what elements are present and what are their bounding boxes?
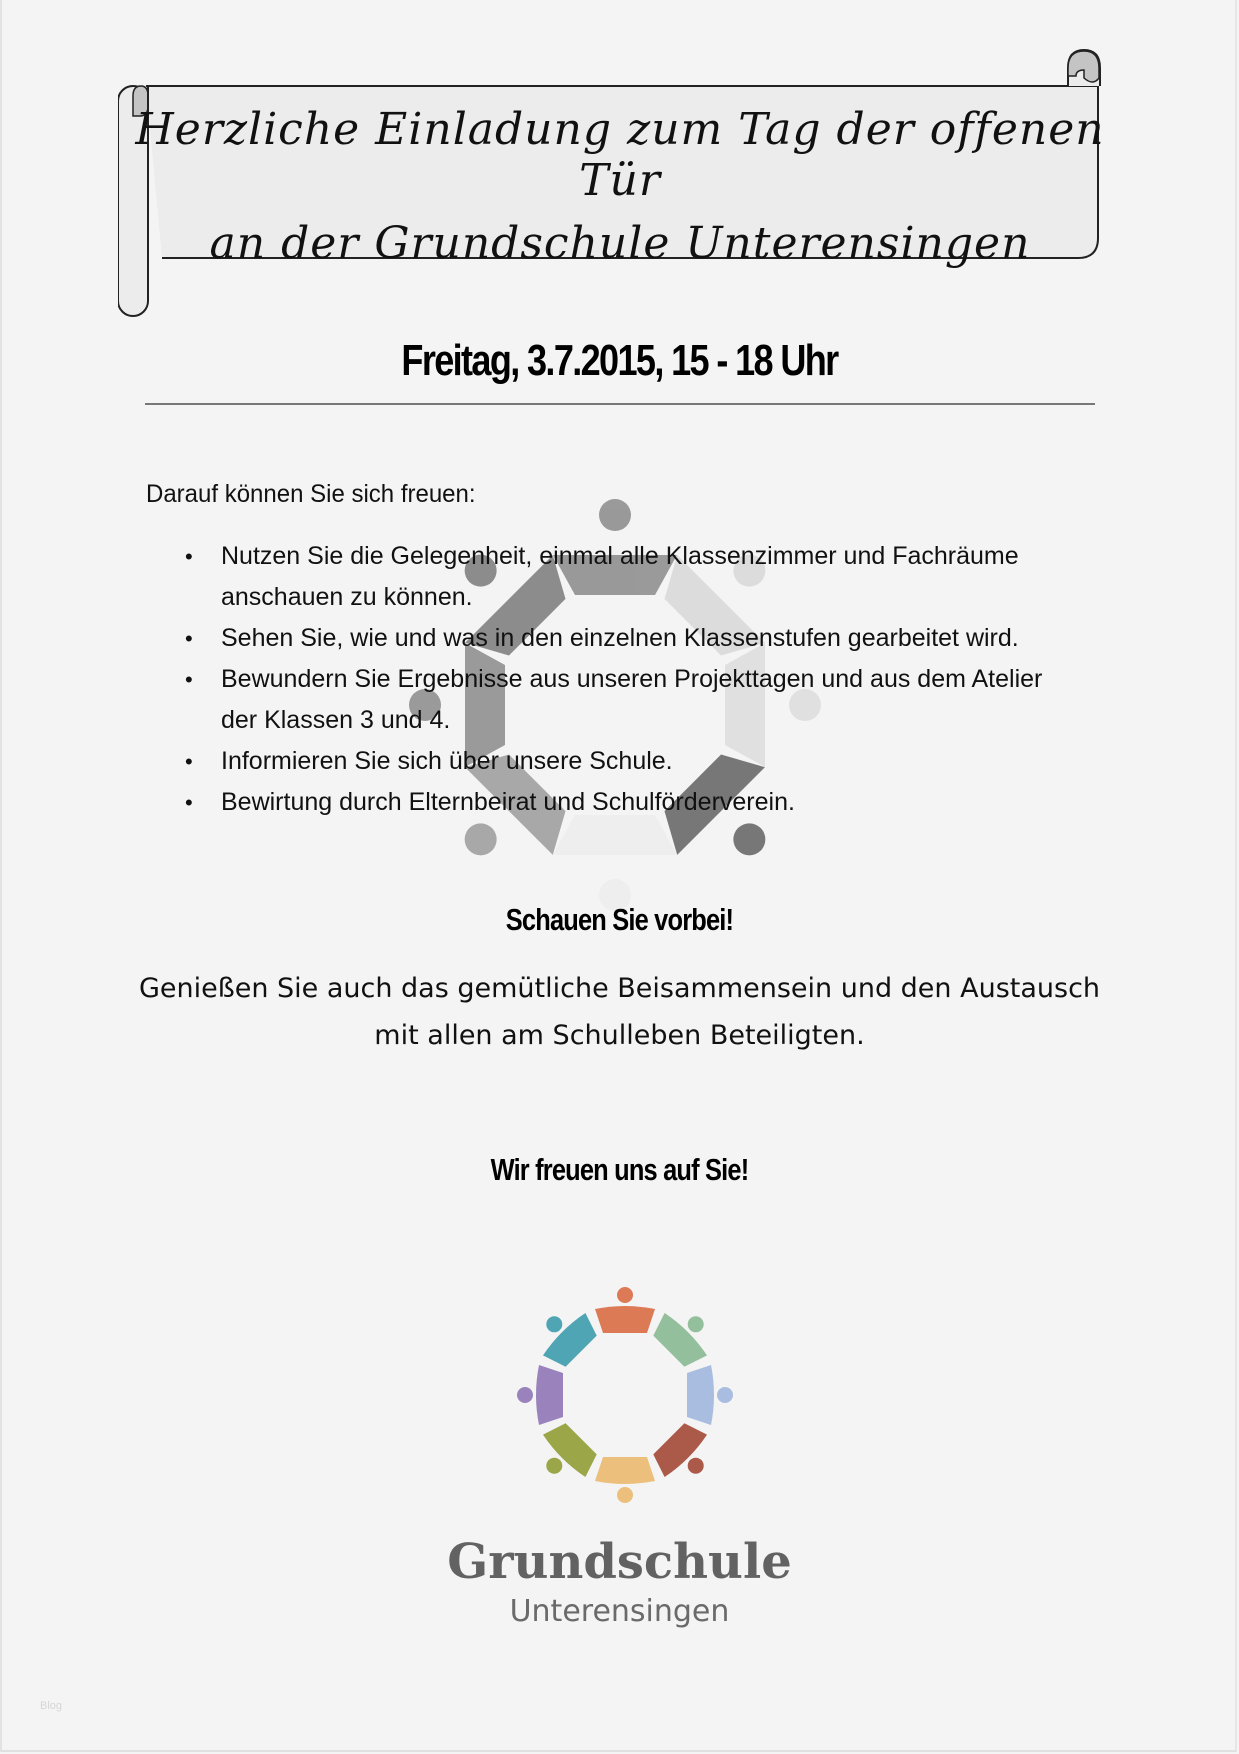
list-item: • Bewirtung durch Elternbeirat und Schulförderverein. <box>180 782 1110 823</box>
list-item: • Informieren Sie sich über unsere Schule. <box>180 741 1110 782</box>
horizontal-divider <box>145 403 1095 405</box>
banner-title-line-2: an der Grundschule Unterensingen <box>209 218 1031 269</box>
invitation-line-2: mit allen am Schulleben Beteiligten. <box>374 1020 865 1051</box>
bullet-icon: • <box>185 544 193 569</box>
event-date-headline: Freitag, 3.7.2015, 15 - 18 Uhr <box>401 336 838 385</box>
invitation-line-1: Genießen Sie auch das gemütliche Beisammensein und den Austausch <box>138 973 1101 1004</box>
logo-title: Grundschule <box>447 1534 792 1590</box>
list-item: • Bewundern Sie Ergebnisse aus unseren Projekttagen und aus dem Atelier der Klassen 3 und 4. <box>180 659 1110 741</box>
corner-watermark-text: Blog <box>40 1700 63 1712</box>
call-to-action-heading: Schauen Sie vorbei! <box>505 902 734 937</box>
banner-title-line-1: Herzliche Einladung zum Tag der offenen Tür <box>135 104 1105 206</box>
closing-heading: Wir freuen uns auf Sie! <box>490 1152 749 1187</box>
intro-text: Darauf können Sie sich freuen: <box>146 480 476 508</box>
list-item: • Nutzen Sie die Gelegenheit, einmal alle Klassenzimmer und Fachräume anschauen zu können. <box>180 536 1110 618</box>
school-logo <box>510 1280 740 1510</box>
bullet-icon: • <box>185 790 193 815</box>
feature-list <box>180 536 1110 823</box>
people-circle-logo-icon <box>510 1280 740 1510</box>
bullet-icon: • <box>185 749 193 774</box>
bullet-icon: • <box>185 667 193 692</box>
bullet-icon: • <box>185 626 193 651</box>
logo-subtitle: Unterensingen <box>509 1594 730 1629</box>
list-item: • Sehen Sie, wie und was in den einzelnen Klassenstufen gearbeitet wird. <box>180 618 1110 659</box>
